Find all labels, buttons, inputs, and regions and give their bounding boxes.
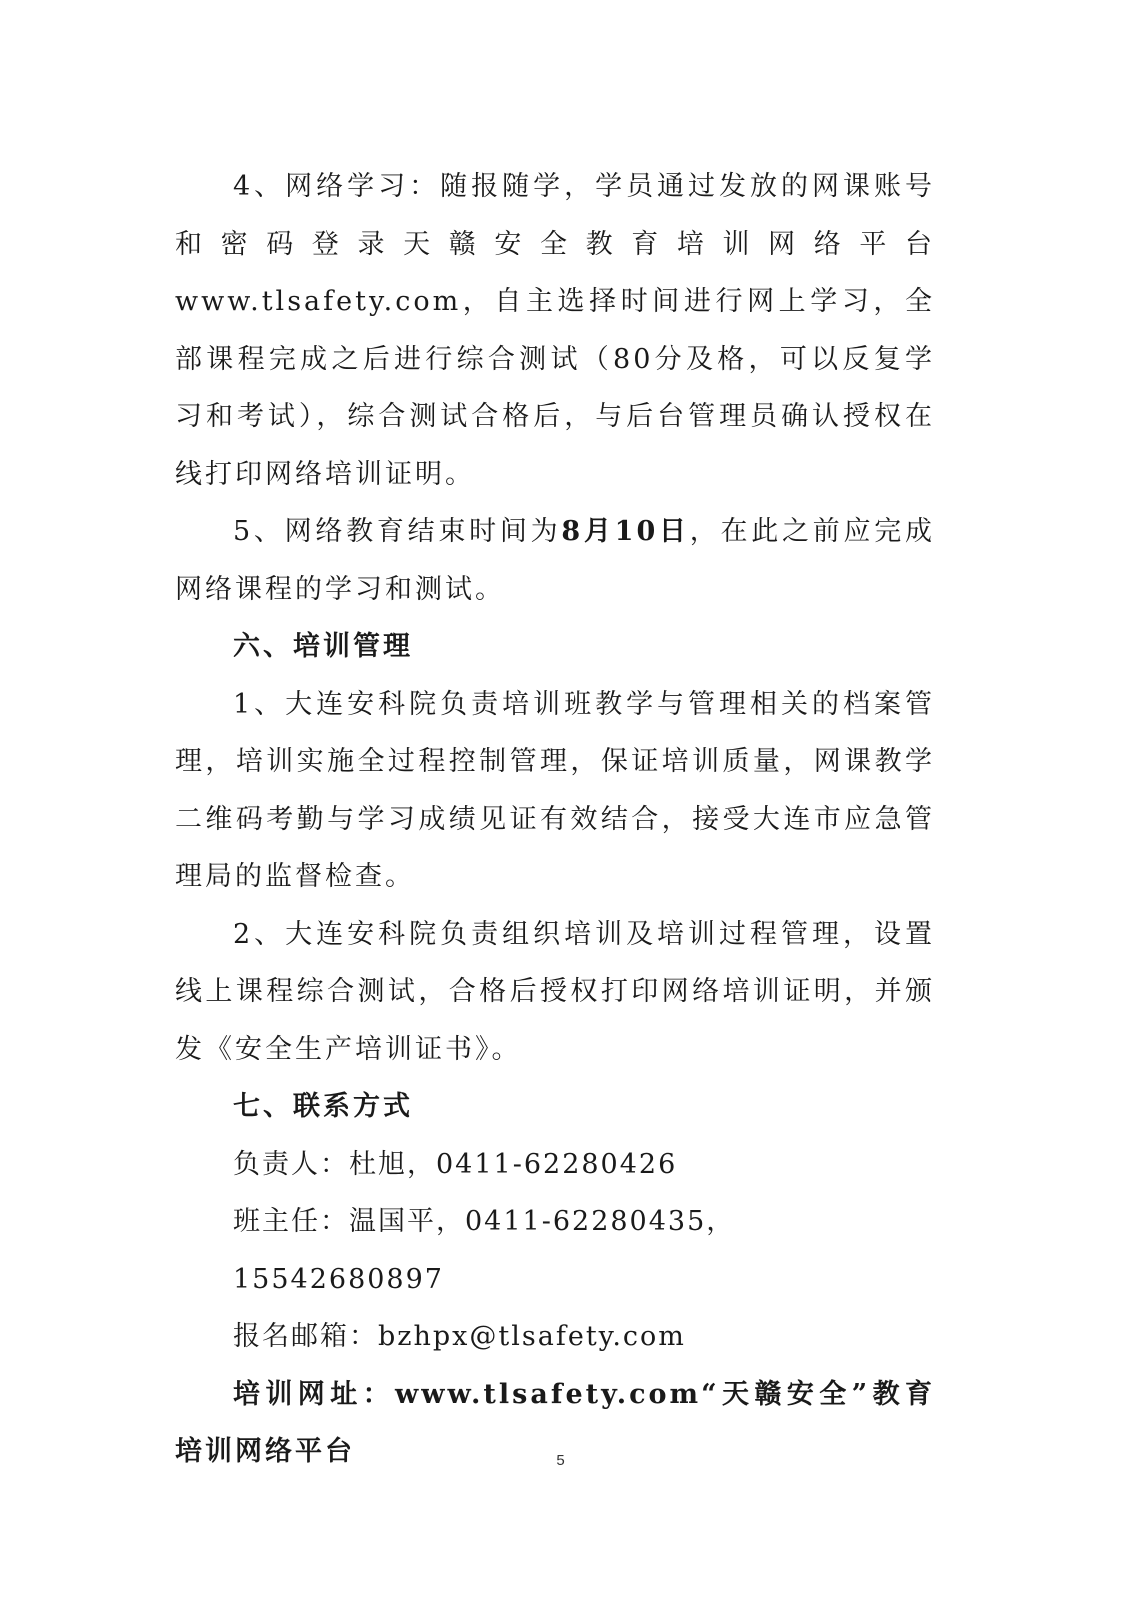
- contact-email: 报名邮箱：bzhpx@tlsafety.com: [233, 1321, 686, 1352]
- section-heading-training-management: 六、培训管理: [233, 631, 413, 662]
- section-heading-contact: 七、联系方式: [233, 1091, 413, 1122]
- end-date-text-after: ，在此之前应完成网络课程的学习和测试。: [175, 516, 935, 605]
- paragraph-process-management: 2、大连安科院负责组织培训及培训过程管理，设置线上课程综合测试，合格后授权打印网络培训证明，并颁发《安全生产培训证书》。: [175, 918, 935, 1065]
- contact-class-teacher: 班主任：温国平，0411-62280435，15542680897: [233, 1206, 736, 1295]
- paragraph-online-learning: 4、网络学习：随报随学，学员通过发放的网课账号和密码登录天赣安全教育培训网络平台 www.tlsafety.com，自主选择时间进行网上学习，全部课程完成之后进行综合测试（80分及格，可以反复学习和考试），综合测试合格后，与后台管理员确认授权在线打印网络培训证明。: [175, 171, 935, 490]
- page-number: 5: [556, 1452, 565, 1469]
- end-date-value: 8月10日: [561, 516, 690, 547]
- document-body: [175, 158, 935, 1481]
- end-date-text-before: 5、网络教育结束时间为: [233, 516, 562, 547]
- paragraph-archive-management: 1、大连安科院负责培训班教学与管理相关的档案管理，培训实施全过程控制管理，保证培训质量，网课教学二维码考勤与学习成绩见证有效结合，接受大连市应急管理局的监督检查。: [175, 688, 935, 892]
- contact-person: 负责人：杜旭，0411-62280426: [233, 1148, 678, 1180]
- training-website: 培训网址：www.tlsafety.com“天赣安全”教育培训网络平台: [175, 1378, 935, 1467]
- paragraph-end-date: [175, 503, 935, 618]
